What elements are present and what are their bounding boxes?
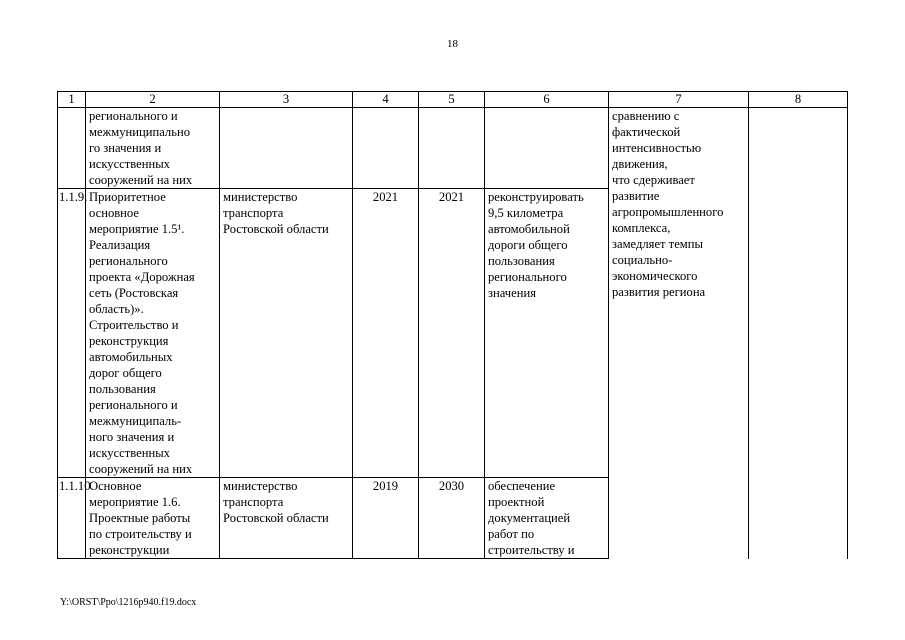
footer-file-path: Y:\ORST\Ppo\1216p940.f19.docx — [60, 597, 197, 608]
responsible-executor — [220, 108, 353, 189]
expected-result: реконструировать 9,5 километра автомобильной дороги общего пользования регионального значения — [485, 189, 609, 478]
column-number-3: 3 — [220, 92, 353, 108]
responsible-executor: министерство транспорта Ростовской области — [220, 478, 353, 559]
start-year: 2019 — [353, 478, 419, 559]
expected-result: обеспечение проектной документацией работ по строительству и — [485, 478, 609, 559]
column-number-8: 8 — [749, 92, 848, 108]
page-number: 18 — [447, 38, 458, 50]
row-code — [58, 108, 86, 189]
column-number-4: 4 — [353, 92, 419, 108]
activity-name: Основное мероприятие 1.6. Проектные работы по строительству и реконструкции — [86, 478, 220, 559]
start-year: 2021 — [353, 189, 419, 478]
activity-name: Приоритетное основное мероприятие 1.5¹. Реализация регионального проекта «Дорожная сеть (Ростовская область)». Строительство и реконструкция автомобильных дорог общего пользования регионального и межмуниципаль- ного значения и искусственных сооружений на них — [86, 189, 220, 478]
column-number-1: 1 — [58, 92, 86, 108]
column-number-5: 5 — [419, 92, 485, 108]
start-year — [353, 108, 419, 189]
activity-name: регионального и межмуниципально го значения и искусственных сооружений на них — [86, 108, 220, 189]
table-header-row — [58, 92, 848, 108]
end-year: 2021 — [419, 189, 485, 478]
column-number-6: 6 — [485, 92, 609, 108]
program-activities-table — [57, 91, 848, 559]
end-year: 2030 — [419, 478, 485, 559]
end-year — [419, 108, 485, 189]
row-code: 1.1.10. — [58, 478, 86, 559]
expected-result — [485, 108, 609, 189]
table-row — [58, 108, 848, 189]
link-cell — [749, 108, 848, 559]
consequences-cell: сравнению с фактической интенсивностью движения, что сдерживает развитие агропромышленного комплекса, замедляет темпы социально- экономического развития региона — [609, 108, 749, 559]
responsible-executor: министерство транспорта Ростовской области — [220, 189, 353, 478]
column-number-2: 2 — [86, 92, 220, 108]
column-number-7: 7 — [609, 92, 749, 108]
row-code: 1.1.9. — [58, 189, 86, 478]
